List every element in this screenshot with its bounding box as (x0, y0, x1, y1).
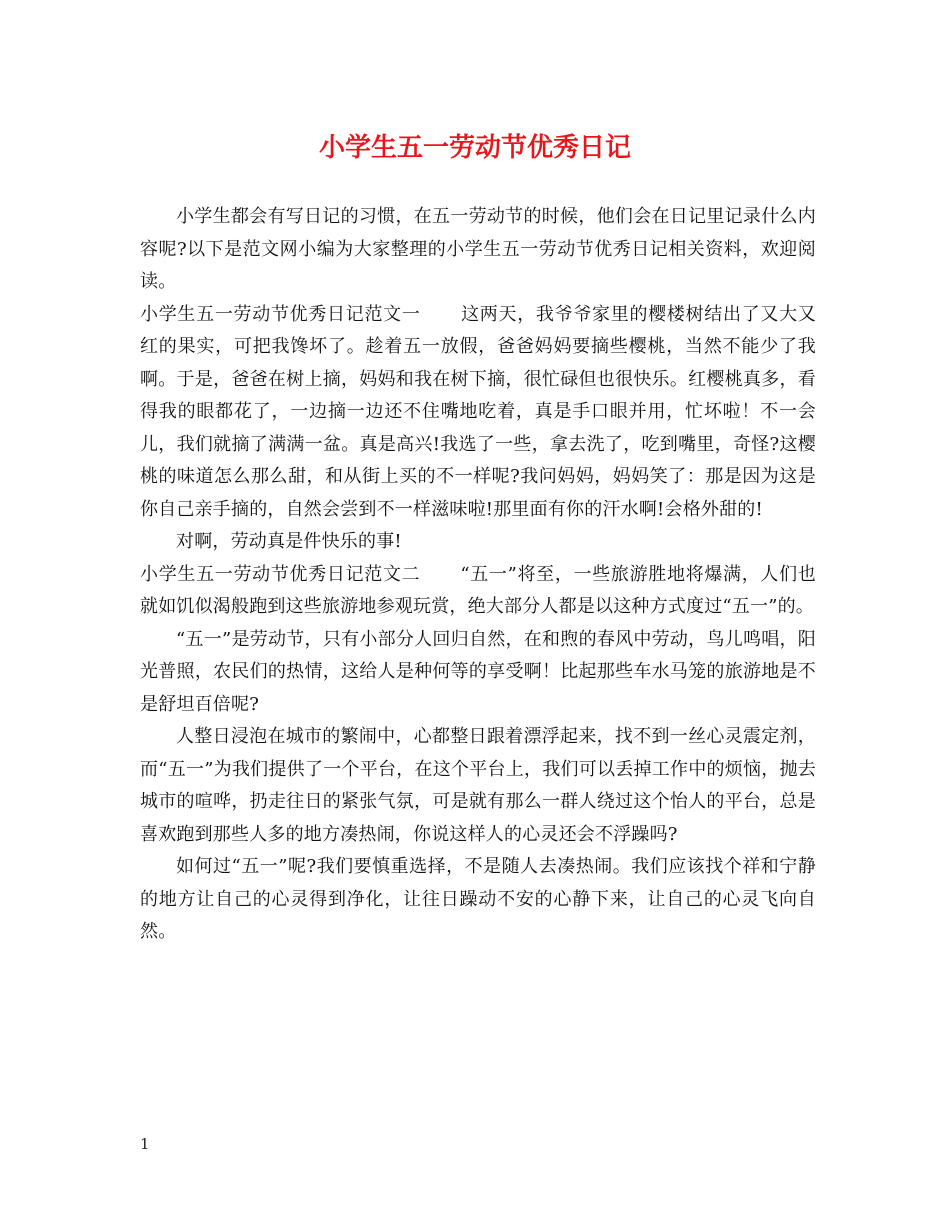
sample-one-heading: 小学生五一劳动节优秀日记范文一 (140, 303, 421, 325)
labor-day-paragraph: “五一”是劳动节，只有小部分人回归自然，在和煦的春风中劳动，鸟儿鸣唱，阳光普照，农民们的热情，这给人是种何等的享受啊！比起那些车水马笼的旅游地是不是舒坦百倍呢? (140, 628, 816, 715)
city-paragraph: 人整日浸泡在城市的繁闹中，心都整日跟着漂浮起来，找不到一丝心灵震定剂，而“五一”为我们提供了一个平台，在这个平台上，我们可以丢掉工作中的烦恼，抛去城市的喧哗，扔走往日的紧张气氛，可是就有那么一群人绕过这个怡人的平台，总是喜欢跑到那些人多的地方凑热闹，你说这样人的心灵还会不浮躁吗? (140, 726, 816, 845)
sample-one-paragraph (140, 299, 816, 527)
sample-two-text: “五一”将至，一些旅游胜地将爆满，人们也就如饥似渴般跑到这些旅游地参观玩赏，绝大部分人都是以这种方式度过“五一”的。 (140, 563, 817, 617)
document-title: 小学生五一劳动节优秀日记 (318, 133, 631, 163)
page-number: 1 (140, 1135, 150, 1153)
how-to-spend-paragraph: 如何过“五一”呢?我们要慎重选择，不是随人去凑热闹。我们应该找个祥和宁静的地方让自己的心灵得到净化，让往日躁动不安的心静下来，让自己的心灵飞向自然。 (140, 856, 816, 942)
document-body (140, 201, 816, 949)
sample-one-closing: 对啊，劳动真是件快乐的事! (176, 531, 402, 552)
sample-two-paragraph (140, 559, 816, 624)
intro-paragraph: 小学生都会有写日记的习惯，在五一劳动节的时候，他们会在日记里记录什么内容呢?以下是范文网小编为大家整理的小学生五一劳动节优秀日记相关资料，欢迎阅读。 (140, 206, 816, 292)
sample-two-heading: 小学生五一劳动节优秀日记范文二 (140, 563, 421, 585)
sample-one-text: 这两天，我爷爷家里的樱楼树结出了又大又红的果实，可把我馋坏了。趁着五一放假，爸爸妈妈要摘些樱桃，当然不能少了我啊。于是，爸爸在树上摘，妈妈和我在树下摘，很忙碌但也很快乐。红樱桃真多，看得我的眼都花了，一边摘一边还不住嘴地吃着，真是手口眼并用，忙坏啦！不一会儿，我们就摘了满满一盆。真是高兴!我选了一些，拿去洗了，吃到嘴里，奇怪?这樱桃的味道怎么那么甜，和从街上买的不一样呢?我问妈妈，妈妈笑了：那是因为这是你自己亲手摘的，自然会尝到不一样滋味啦!那里面有你的汗水啊!会格外甜的! (140, 303, 816, 520)
